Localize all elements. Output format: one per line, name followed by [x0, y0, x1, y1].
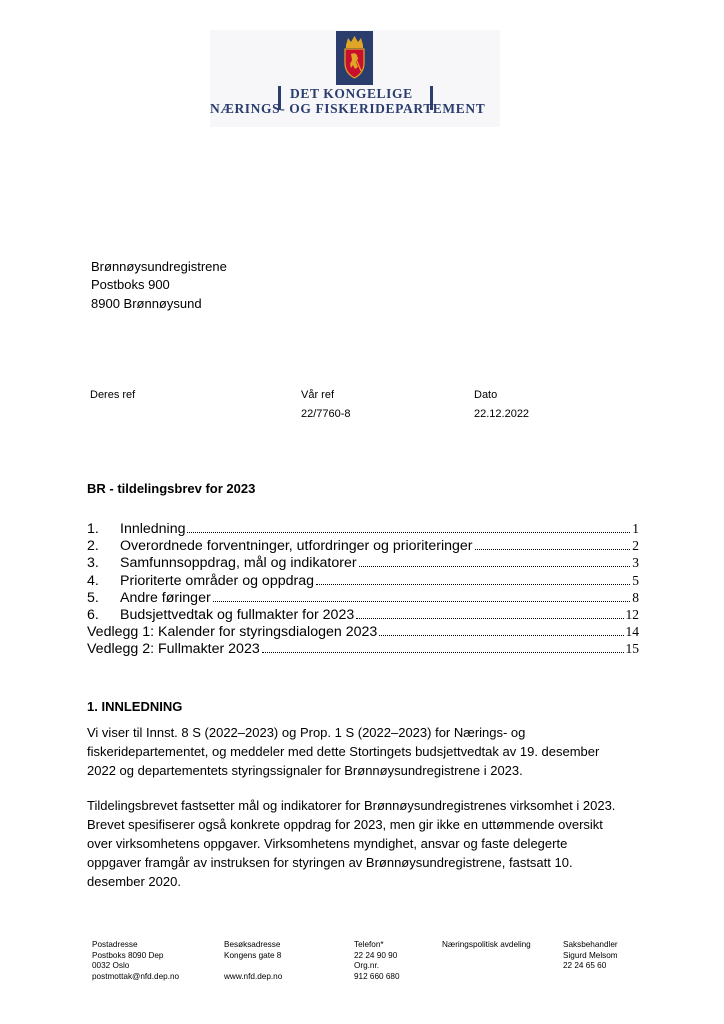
- toc-page-number: 2: [632, 538, 639, 554]
- footer-email-link[interactable]: postmottak@nfd.dep.no: [92, 971, 180, 981]
- your-ref-label: Deres ref: [90, 389, 136, 401]
- paragraph-line: over virksomhetens oppgaver. Virksomhetens myndighet, ansvar og faste delegerte: [87, 835, 568, 851]
- department-name-line1: DET KONGELIGE: [290, 86, 413, 101]
- footer-postal-address: [92, 940, 179, 982]
- paragraph-line: oppgaver framgår av instruksen for styringen av Brønnøysundregistrene, fastsatt 10.: [87, 854, 573, 870]
- footer-text: Kongens gate 8: [224, 950, 282, 960]
- footer-text: Næringspolitisk avdeling: [442, 940, 531, 949]
- footer-label: Saksbehandler: [563, 940, 618, 949]
- footer-text: Sigurd Melsom: [563, 950, 618, 960]
- footer-spacer: [224, 961, 282, 972]
- footer-text: 22 24 90 90: [354, 950, 398, 960]
- footer-label: Postadresse: [92, 940, 138, 949]
- toc-number: 3.: [87, 555, 99, 572]
- paragraph-line: Brevet spesifiserer også konkrete oppdrag for 2023, men gir ikke en uttømmende oversikt: [87, 816, 603, 832]
- toc-number: 5.: [87, 589, 99, 606]
- paragraph-line: Vi viser til Innst. 8 S (2022–2023) og Prop. 1 S (2022–2023) for Nærings- og: [87, 725, 526, 740]
- toc-leader-dots: [475, 549, 631, 550]
- paragraph-line: Tildelingsbrevet fastsetter mål og indikatorer for Brønnøysundregistrenes virksomhet i 2023.: [87, 798, 616, 813]
- our-ref-value: 22/7760-8: [301, 408, 351, 420]
- toc-label: Vedlegg 1: Kalender for styringsdialogen 2023: [87, 624, 378, 641]
- toc-page-number: 5: [632, 572, 639, 588]
- recipient-address-line2: 8900 Brønnøysund: [91, 296, 202, 311]
- footer-phone: [354, 940, 400, 982]
- toc-page-number: 3: [632, 555, 639, 571]
- footer-label: Org.nr.: [354, 961, 380, 970]
- toc-entry[interactable]: [87, 590, 639, 607]
- footer-label: Besøksadresse: [224, 940, 281, 949]
- intro-paragraph-1: [87, 724, 647, 781]
- section-heading: 1. INNLEDNING: [87, 699, 183, 714]
- toc-number: 1.: [87, 521, 99, 537]
- toc-number: 4.: [87, 572, 99, 589]
- toc-number: 6.: [87, 606, 99, 623]
- toc-label: Budsjettvedtak og fullmakter for 2023: [120, 606, 355, 623]
- toc-label: Andre føringer: [120, 589, 211, 606]
- toc-page-number: 8: [632, 589, 639, 605]
- footer-label: Telefon*: [354, 940, 384, 949]
- paragraph-line: fiskeridepartementet, og meddeler med dette Stortingets budsjettvedtak av 19. desember: [87, 743, 600, 759]
- coat-of-arms-icon: [336, 31, 373, 85]
- toc-leader-dots: [379, 635, 623, 636]
- toc-entry[interactable]: [87, 641, 639, 658]
- toc-page-number: 1: [632, 521, 639, 536]
- footer-visiting-address: [224, 940, 282, 982]
- toc-label: Innledning: [120, 521, 186, 537]
- toc-leader-dots: [359, 566, 631, 567]
- toc-label: Vedlegg 2: Fullmakter 2023: [87, 641, 260, 658]
- toc-leader-dots: [213, 601, 631, 602]
- toc-label: Samfunnsoppdrag, mål og indikatorer: [120, 555, 357, 572]
- toc-entry[interactable]: [87, 521, 639, 538]
- footer-text: 912 660 680: [354, 971, 400, 981]
- toc-label: Overordnede forventninger, utfordringer og prioriteringer: [120, 538, 473, 555]
- footer-case-officer: [563, 940, 618, 972]
- date-value: 22.12.2022: [474, 408, 530, 420]
- footer-text: 22 24 65 60: [563, 961, 607, 970]
- toc-entry[interactable]: [87, 607, 639, 624]
- paragraph-line: 2022 og departementets styringssignaler for Brønnøysundregistrene i 2023.: [87, 762, 523, 778]
- paragraph-line: desember 2020.: [87, 873, 181, 889]
- toc-leader-dots: [262, 652, 624, 653]
- toc-entry[interactable]: [87, 624, 639, 641]
- toc-number: 2.: [87, 538, 99, 555]
- toc-page-number: 12: [625, 606, 639, 622]
- intro-paragraph-2: [87, 797, 647, 892]
- footer-text: 0032 Oslo: [92, 961, 130, 970]
- date-label: Dato: [474, 389, 498, 401]
- recipient-address-line1: Postboks 900: [91, 277, 170, 292]
- footer-website-link[interactable]: www.nfd.dep.no: [224, 971, 283, 981]
- toc-entry[interactable]: [87, 555, 639, 572]
- our-ref-label: Vår ref: [301, 389, 335, 401]
- toc-page-number: 14: [625, 624, 639, 640]
- toc-label: Prioriterte områder og oppdrag: [120, 572, 314, 589]
- footer-department: [442, 940, 531, 951]
- toc-leader-dots: [187, 532, 630, 533]
- toc-entry[interactable]: [87, 538, 639, 555]
- toc-leader-dots: [316, 584, 630, 585]
- toc-page-number: 15: [625, 641, 639, 657]
- footer-text: Postboks 8090 Dep: [92, 950, 164, 960]
- table-of-contents: [87, 521, 639, 659]
- toc-entry[interactable]: [87, 573, 639, 590]
- toc-leader-dots: [356, 618, 623, 619]
- recipient-name: Brønnøysundregistrene: [91, 259, 227, 274]
- department-name-line2: NÆRINGS- OG FISKERIDEPARTEMENT: [210, 101, 486, 116]
- document-title: BR - tildelingsbrev for 2023: [87, 481, 256, 496]
